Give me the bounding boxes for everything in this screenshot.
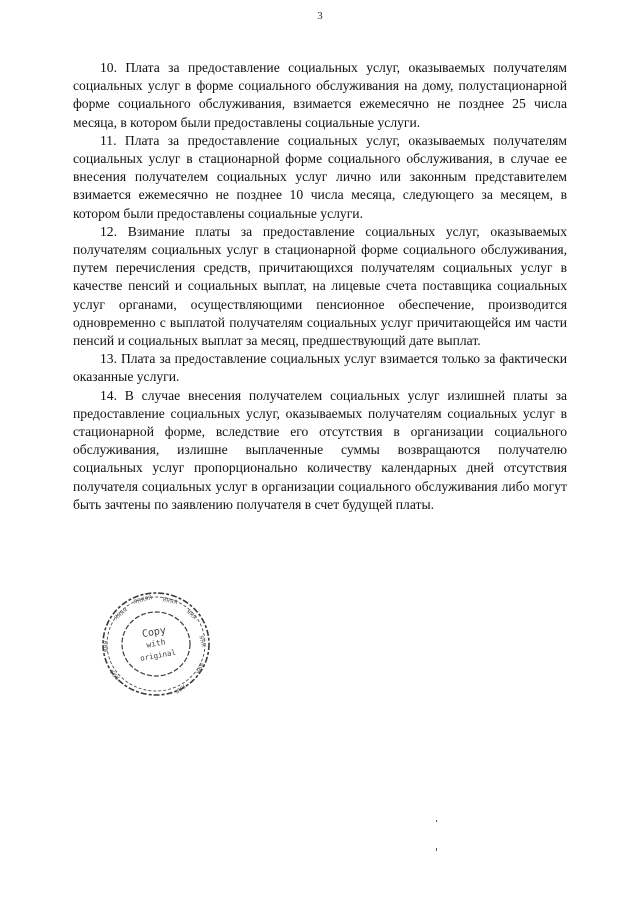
- seal-icon: [100, 590, 212, 698]
- stamp-line3: original: [139, 647, 177, 663]
- svg-text:ЯЯЯ: ЯЯЯ: [109, 667, 122, 681]
- paragraph-11: 11. Плата за предоставление социальных услуг, оказываемых получателям социальных услуг в стационарной форме социального обслуживания, в случае ее внесения получателем социальных услуг лично или законным представителем взимается ежемесячно не позднее 10 числа месяца, следующего за месяцем, в котором были предоставлены социальные услуги.: [73, 132, 567, 221]
- paragraph-10: 10. Плата за предоставление социальных услуг, оказываемых получателям социальных услуг в форме социального обслуживания на дому, полустационарной форме социального обслуживания, взимается ежемесячно не позднее 25 числа месяца, в котором были предоставлены социальные услуги.: [73, 60, 567, 130]
- svg-text:ЯЯЯ: ЯЯЯ: [197, 634, 206, 648]
- official-seal-stamp: [100, 590, 212, 698]
- paragraph-12: 12. Взимание платы за предоставление социальных услуг, оказываемых получателям социальных услуг в стационарной форме социального обслуживания, путем перечисления средств, причитающихся получателям социальных услуг в качестве пенсий и социальных выплат, на лицевые счета поставщика социальных услуг органами, осуществляющими пенсионное обеспечение, производится одновременно с выплатой получателям социальных услуг причитающейся им части пенсий и социальных выплат за месяц, предшествующий дате выплат.: [73, 223, 567, 349]
- paragraph-13: 13. Плата за предоставление социальных услуг взимается только за фактически оказанные услуги.: [73, 351, 567, 385]
- stamp-line2: with: [145, 637, 167, 650]
- svg-text:ЯЯЯ: ЯЯЯ: [103, 640, 110, 653]
- page-number: 3: [317, 10, 323, 22]
- svg-text:ЯЯЯ: ЯЯЯ: [173, 682, 187, 694]
- stamp-line1: Copy: [141, 625, 167, 641]
- svg-text:ЯЯЯЯЯ: ЯЯЯЯЯ: [132, 595, 153, 606]
- document-body: [73, 59, 567, 514]
- paragraph-14: 14. В случае внесения получателем социальных услуг излишней платы за предоставление социальных услуг, оказываемых получателям социальных услуг в стационарной форме, вследствие его отсутствия в организации социального обслуживания, излишне выплаченные суммы возвращаются получателю социальных услуг пропорционально количеству календарных дней отсутствия получателя социальных услуг в организации социального обслуживания либо могут быть зачтены по заявлению получателя в счет будущей платы.: [73, 387, 567, 512]
- scan-speck: [436, 820, 437, 822]
- svg-text:ЯЯЯЯ: ЯЯЯЯ: [161, 597, 178, 607]
- svg-text:ЯЯЯЯ: ЯЯЯЯ: [113, 607, 130, 622]
- svg-text:ЯЯЯ: ЯЯЯ: [194, 661, 204, 675]
- scan-speck: [436, 848, 437, 851]
- svg-text:ЯЯЯ: ЯЯЯ: [184, 609, 198, 622]
